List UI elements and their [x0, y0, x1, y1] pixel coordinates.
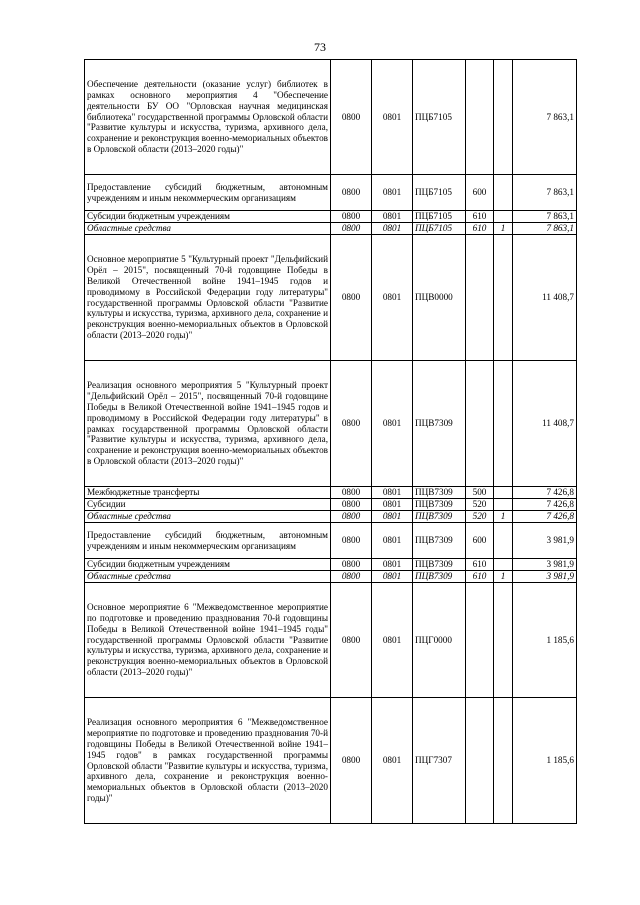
target-article-code: ПЦВ7309 — [413, 571, 466, 583]
ved-code: 0800 — [331, 175, 372, 211]
target-article-code: ПЦГ7307 — [413, 698, 466, 824]
row-description: Субсидии бюджетным учреждениям — [85, 559, 331, 571]
table-row — [85, 511, 577, 523]
table-row — [85, 559, 577, 571]
section-code: 0801 — [372, 499, 413, 511]
funding-source-code — [494, 559, 513, 571]
ved-code: 0800 — [331, 361, 372, 487]
funding-source-code — [494, 235, 513, 361]
expense-type-code — [466, 583, 494, 698]
ved-code: 0800 — [331, 235, 372, 361]
expense-type-code: 610 — [466, 211, 494, 223]
table-row — [85, 361, 577, 487]
target-article-code: ПЦВ7309 — [413, 523, 466, 559]
funding-source-code — [494, 698, 513, 824]
amount: 7 863,1 — [513, 60, 577, 175]
section-code: 0801 — [372, 487, 413, 499]
funding-source-code — [494, 60, 513, 175]
funding-source-code — [494, 499, 513, 511]
ved-code: 0800 — [331, 60, 372, 175]
table-row — [85, 60, 577, 175]
table-row — [85, 487, 577, 499]
ved-code: 0800 — [331, 559, 372, 571]
amount: 7 863,1 — [513, 211, 577, 223]
expense-type-code: 500 — [466, 487, 494, 499]
section-code: 0801 — [372, 175, 413, 211]
table-row — [85, 698, 577, 824]
amount: 11 408,7 — [513, 361, 577, 487]
section-code: 0801 — [372, 559, 413, 571]
expense-type-code: 520 — [466, 511, 494, 523]
funding-source-code — [494, 175, 513, 211]
expense-type-code: 610 — [466, 571, 494, 583]
section-code: 0801 — [372, 361, 413, 487]
row-description: Предоставление субсидий бюджетным, автономным учреждениям и иным некоммерческим организациям — [85, 175, 331, 211]
ved-code: 0800 — [331, 487, 372, 499]
expense-type-code: 600 — [466, 523, 494, 559]
funding-source-code: 1 — [494, 571, 513, 583]
amount: 3 981,9 — [513, 523, 577, 559]
target-article-code: ПЦБ7105 — [413, 223, 466, 235]
ved-code: 0800 — [331, 499, 372, 511]
section-code: 0801 — [372, 571, 413, 583]
row-description: Межбюджетные трансферты — [85, 487, 331, 499]
section-code: 0801 — [372, 235, 413, 361]
row-description: Реализация основного мероприятия 5 "Культурный проект "Дельфийский Орёл – 2015", посвященный 70-й годовщине Победы в Великой Отечественной войне 1941–1945 годов и проводимому в Российской Федерации году литературы" в рамках государственной программы Орловской области "Развитие культуры и искусства, туризма, архивного дела, сохранение и реконструкция военно-мемориальных объектов в Орловской области (2013–2020 годы)" — [85, 361, 331, 487]
target-article-code: ПЦВ0000 — [413, 235, 466, 361]
table-row — [85, 223, 577, 235]
expense-type-code: 610 — [466, 559, 494, 571]
amount: 7 863,1 — [513, 175, 577, 211]
expense-type-code: 610 — [466, 223, 494, 235]
expense-type-code — [466, 361, 494, 487]
page-number: 73 — [314, 40, 326, 54]
amount: 1 185,6 — [513, 698, 577, 824]
funding-source-code: 1 — [494, 223, 513, 235]
target-article-code: ПЦВ7309 — [413, 511, 466, 523]
table-row — [85, 583, 577, 698]
ved-code: 0800 — [331, 698, 372, 824]
ved-code: 0800 — [331, 211, 372, 223]
row-description: Областные средства — [85, 223, 331, 235]
expense-type-code: 520 — [466, 499, 494, 511]
row-description: Предоставление субсидий бюджетным, автономным учреждениям и иным некоммерческим организациям — [85, 523, 331, 559]
row-description: Областные средства — [85, 571, 331, 583]
funding-source-code — [494, 523, 513, 559]
amount: 11 408,7 — [513, 235, 577, 361]
row-description: Субсидии — [85, 499, 331, 511]
expense-type-code — [466, 60, 494, 175]
amount: 7 426,8 — [513, 487, 577, 499]
section-code: 0801 — [372, 60, 413, 175]
ved-code: 0800 — [331, 223, 372, 235]
target-article-code: ПЦВ7309 — [413, 559, 466, 571]
amount: 3 981,9 — [513, 571, 577, 583]
row-description: Основное мероприятие 6 "Межведомственное мероприятие по подготовке и проведению празднования 70-й годовщины Победы в Великой Отечественной войне 1941–1945 годы" государственной программы Орловской области "Развитие культуры и искусства, туризма, архивного дела, сохранение и реконструкция военно-мемориальных объектов в Орловской области (2013–2020 годы)" — [85, 583, 331, 698]
table-row — [85, 499, 577, 511]
ved-code: 0800 — [331, 523, 372, 559]
table-row — [85, 175, 577, 211]
budget-table — [84, 59, 577, 824]
section-code: 0801 — [372, 223, 413, 235]
target-article-code: ПЦГ0000 — [413, 583, 466, 698]
expense-type-code: 600 — [466, 175, 494, 211]
row-description: Субсидии бюджетным учреждениям — [85, 211, 331, 223]
expense-type-code — [466, 235, 494, 361]
table-row — [85, 211, 577, 223]
section-code: 0801 — [372, 511, 413, 523]
amount: 7 863,1 — [513, 223, 577, 235]
table-row — [85, 571, 577, 583]
funding-source-code — [494, 211, 513, 223]
amount: 7 426,8 — [513, 499, 577, 511]
table-row — [85, 235, 577, 361]
expense-type-code — [466, 698, 494, 824]
row-description: Обеспечение деятельности (оказание услуг) библиотек в рамках основного мероприятия 4 "Обеспечение деятельности БУ ОО "Орловская научная медицинская библиотека" государственной программы Орловской области "Развитие культуры и искусства, туризма, архивного дела, сохранение и реконструкция военно-мемориальных объектов в Орловской области (2013–2020 годы)" — [85, 60, 331, 175]
row-description: Областные средства — [85, 511, 331, 523]
ved-code: 0800 — [331, 511, 372, 523]
amount: 1 185,6 — [513, 583, 577, 698]
row-description: Основное мероприятие 5 "Культурный проект "Дельфийский Орёл – 2015", посвященный 70-й годовщине Победы в Великой Отечественной войне 1941–1945 годов и проводимому в Российской Федерации году литературы" государственной программы Орловской области "Развитие культуры и искусства, туризма, архивного дела, сохранение и реконструкция военно-мемориальных объектов в Орловской области (2013–2020 годы)" — [85, 235, 331, 361]
section-code: 0801 — [372, 583, 413, 698]
target-article-code: ПЦВ7309 — [413, 499, 466, 511]
amount: 7 426,8 — [513, 511, 577, 523]
funding-source-code — [494, 583, 513, 698]
target-article-code: ПЦБ7105 — [413, 60, 466, 175]
row-description: Реализация основного мероприятия 6 "Межведомственное мероприятие по подготовке и проведению празднования 70-й годовщины Победы в Великой Отечественной войне 1941–1945 годов" в рамках государственной программы Орловской области "Развитие культуры и искусства, туризма, архивного дела, сохранение и реконструкция военно-мемориальных объектов в Орловской области (2013–2020 годы)" — [85, 698, 331, 824]
table-row — [85, 523, 577, 559]
funding-source-code: 1 — [494, 511, 513, 523]
funding-source-code — [494, 361, 513, 487]
section-code: 0801 — [372, 211, 413, 223]
section-code: 0801 — [372, 523, 413, 559]
target-article-code: ПЦВ7309 — [413, 361, 466, 487]
ved-code: 0800 — [331, 571, 372, 583]
section-code: 0801 — [372, 698, 413, 824]
target-article-code: ПЦБ7105 — [413, 211, 466, 223]
target-article-code: ПЦВ7309 — [413, 487, 466, 499]
target-article-code: ПЦБ7105 — [413, 175, 466, 211]
ved-code: 0800 — [331, 583, 372, 698]
amount: 3 981,9 — [513, 559, 577, 571]
funding-source-code — [494, 487, 513, 499]
